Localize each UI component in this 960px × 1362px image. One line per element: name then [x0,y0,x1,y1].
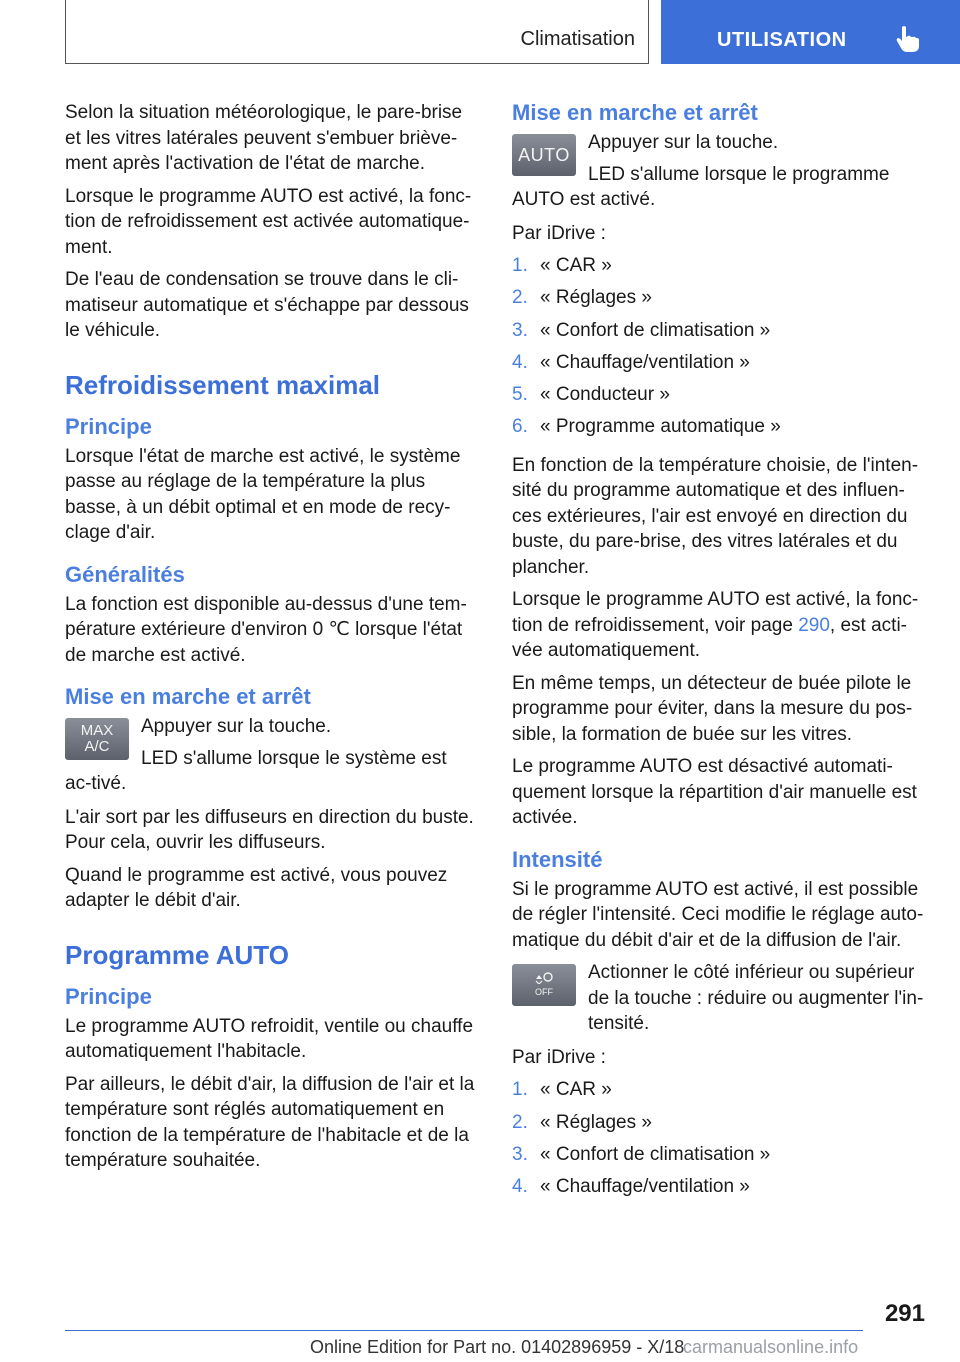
buee-paragraph: En même temps, un détecteur de buée pilote le programme pour éviter, dans la mesure du pos-sible, la formation de buée sur les vitres. [512,672,913,745]
fonction-paragraph: En fonction de la température choisie, de l'inten-sité du programme automatique et des influen-ces extérieures, l'air est envoyé en direction du buste, du pare-brise, des vitres latérales et du plancher. [512,454,919,578]
principe-paragraph: Lorsque l'état de marche est activé, le système passe au réglage de la température la plus basse, à un débit optimal et en mode de recy-clage d'air. [65,445,461,543]
page-link[interactable]: 290 [798,614,830,636]
list-item: 1. « CAR » [512,1079,612,1101]
instruction-text: Appuyer sur la touche. [141,716,332,737]
footer-divider [65,1330,863,1331]
intro-paragraph: Selon la situation météorologique, le pare-brise et les vitres latérales peuvent s'embuer briève-ment après l'activation de l'état de marche. [65,102,463,174]
idrive-steps [512,253,924,447]
hand-pointer-icon [895,25,921,53]
list-item: 3. « Confort de climatisation » [512,1143,771,1165]
heading-principe: Principe [65,413,152,439]
left-column [65,100,477,1181]
air-paragraph: Quand le programme est activé, vous pouvez adapter le débit d'air. [65,864,448,911]
list-item: 3. « Confort de climatisation » [512,319,771,341]
idrive-steps-2 [512,1077,924,1206]
desactive-paragraph: Le programme AUTO est désactivé automati-quement lorsque la répartition d'air manuelle est activée. [512,756,917,829]
list-item: 5. « Conducteur » [512,384,670,406]
idrive-label: Par iDrive : [512,222,606,244]
idrive-label: Par iDrive : [512,1046,606,1068]
section-title: Climatisation [520,28,635,50]
intensite-paragraph: Si le programme AUTO est activé, il est possible de régler l'intensité. Ceci modifie le réglage auto-matique du débit d'air et de la diffusion de l'air. [512,878,924,951]
heading-principe-auto: Principe [65,983,152,1009]
auto-button-icon: AUTO [512,134,576,176]
list-item: 6. « Programme automatique » [512,416,781,438]
refroidissement-paragraph: Lorsque le programme AUTO est activé, la fonc-tion de refroidissement, voir page 290, est acti-vée automatiquement. [512,589,919,662]
intensity-action-text: Actionner le côté inférieur ou supérieur de la touche : réduire ou augmenter l'in-tensité. [588,962,924,1035]
list-item: 4. « Chauffage/ventilation » [512,1176,750,1198]
heading-mise-en-marche: Mise en marche et arrêt [65,684,311,709]
list-item: 2. « Réglages » [512,1111,652,1133]
heading-refroidissement-maximal: Refroidissement maximal [65,369,381,400]
heading-generalites: Généralités [65,561,185,587]
intro-paragraph: De l'eau de condensation se trouve dans le cli-matiseur automatique et s'échappe par dessous le véhicule. [65,269,469,341]
heading-intensite: Intensité [512,846,603,872]
tab-utilisation[interactable] [661,0,960,64]
led-text: LED s'allume lorsque le programme AUTO est activé. [512,163,890,210]
max-ac-button-icon: MAX A/C [65,718,129,760]
intro-paragraph: Lorsque le programme AUTO est activé, la fonc-tion de refroidissement est activée automatique-ment. [65,185,472,258]
fan-intensity-icon [533,970,555,984]
footer-watermark: carmanualsonline.info [683,1337,859,1357]
heading-mise-en-marche-auto: Mise en marche et arrêt [512,100,758,125]
led-text: LED s'allume lorsque le système est ac-tivé. [65,747,447,794]
tab-label: UTILISATION [717,29,847,51]
auto-paragraph: Par ailleurs, le débit d'air, la diffusion de l'air et la température sont réglés automatiquement en fonction de la température de l'habitacle et de la température souhaitée. [65,1073,475,1171]
auto-paragraph: Le programme AUTO refroidit, ventile ou chauffe automatiquement l'habitacle. [65,1015,474,1062]
intensity-button-icon: OFF [512,964,576,1006]
list-item: 4. « Chauffage/ventilation » [512,351,750,373]
heading-programme-auto: Programme AUTO [65,939,289,970]
right-column [512,100,924,1212]
instruction-text: Appuyer sur la touche. [588,132,779,153]
list-item: 1. « CAR » [512,255,612,276]
list-item: 2. « Réglages » [512,287,652,309]
auto-instruction [512,130,924,213]
max-ac-instruction [65,714,477,797]
generalites-paragraph: La fonction est disponible au-dessus d'une tem-pérature extérieure d'environ 0 ℃ lorsque l'état de marche est activé. [65,593,467,666]
intensity-instruction [512,960,924,1037]
air-paragraph: L'air sort par les diffuseurs en direction du buste. Pour cela, ouvrir les diffuseurs. [65,806,474,853]
footer-edition: Online Edition for Part no. 01402896959 - X/18 [310,1337,685,1357]
page-number: 291 [884,1300,925,1327]
